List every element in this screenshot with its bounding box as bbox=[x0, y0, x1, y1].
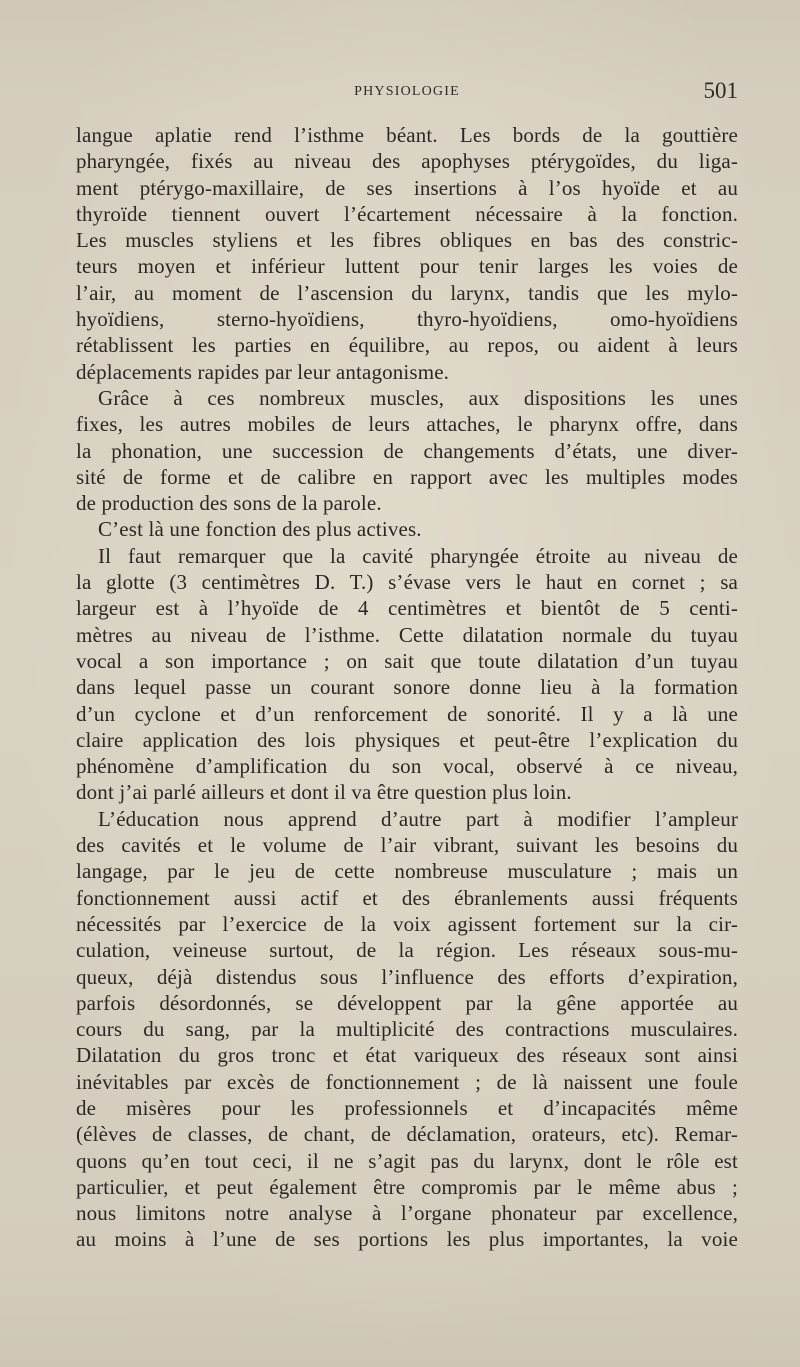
text-line: queux, déjà distendus sous l’influence des efforts d’expiration, bbox=[76, 964, 738, 989]
text-line: la phonation, une succession de changements d’états, une diver- bbox=[76, 438, 738, 463]
text-line: au moins à l’une de ses portions les plus importantes, la voie bbox=[76, 1227, 738, 1252]
text-line: vocal a son importance ; on sait que toute dilatation d’un tuyau bbox=[76, 648, 738, 673]
page-number: 501 bbox=[703, 78, 738, 103]
text-line: (élèves de classes, de chant, de déclamation, orateurs, etc). Remar- bbox=[76, 1122, 738, 1147]
text-line: fixes, les autres mobiles de leurs attaches, le pharynx offre, dans bbox=[76, 412, 738, 437]
text-line: Les muscles styliens et les fibres obliques en bas des constric- bbox=[76, 228, 738, 253]
text-line: pharyngée, fixés au niveau des apophyses ptérygoïdes, du liga- bbox=[76, 149, 738, 174]
text-line: culation, veineuse surtout, de la région. Les réseaux sous-mu- bbox=[76, 938, 738, 963]
body-text bbox=[76, 122, 738, 1253]
text-line: langue aplatie rend l’isthme béant. Les bords de la gouttière bbox=[76, 123, 738, 147]
paragraph-start-line: L’éducation nous apprend d’autre part à modifier l’ampleur bbox=[98, 806, 738, 831]
text-line: teurs moyen et inférieur luttent pour tenir larges les voies de bbox=[76, 254, 738, 279]
page-header bbox=[76, 78, 738, 108]
text-line: la glotte (3 centimètres D. T.) s’évase vers le haut en cornet ; sa bbox=[76, 570, 738, 595]
text-line: particulier, et peut également être compromis par le même abus ; bbox=[76, 1174, 738, 1199]
text-line: dans lequel passe un courant sonore donne lieu à la formation bbox=[76, 675, 738, 700]
text-line: largeur est à l’hyoïde de 4 centimètres et bientôt de 5 centi- bbox=[76, 596, 738, 621]
text-line: cours du sang, par la multiplicité des contractions musculaires. bbox=[76, 1017, 738, 1042]
text-line: parfois désordonnés, se développent par la gêne apportée au bbox=[76, 990, 738, 1015]
text-line: des cavités et le volume de l’air vibrant, suivant les besoins du bbox=[76, 833, 738, 858]
text-line: déplacements rapides par leur antagonisme. bbox=[76, 359, 450, 384]
text-line: de production des sons de la parole. bbox=[76, 491, 382, 516]
paragraph-start-line: Grâce à ces nombreux muscles, aux dispositions les unes bbox=[98, 385, 738, 410]
running-title: PHYSIOLOGIE bbox=[354, 84, 460, 99]
text-line: l’air, au moment de l’ascension du larynx, tandis que les mylo- bbox=[76, 280, 738, 305]
text-line: sité de forme et de calibre en rapport avec les multiples modes bbox=[76, 464, 738, 489]
text-line: mètres au niveau de l’isthme. Cette dilatation normale du tuyau bbox=[76, 622, 738, 647]
text-line: claire application des lois physiques et peut-être l’explication du bbox=[76, 727, 738, 752]
text-line: dont j’ai parlé ailleurs et dont il va être question plus loin. bbox=[76, 780, 572, 805]
text-line: fonctionnement aussi actif et des ébranlements aussi fréquents bbox=[76, 885, 738, 910]
text-line: Dilatation du gros tronc et état variqueux des réseaux sont ainsi bbox=[76, 1043, 738, 1068]
text-line: thyroïde tiennent ouvert l’écartement nécessaire à la fonction. bbox=[76, 201, 738, 226]
text-line: de misères pour les professionnels et d’incapacités même bbox=[76, 1095, 738, 1120]
text-line: rétablissent les parties en équilibre, au repos, ou aident à leurs bbox=[76, 333, 738, 358]
text-line: quons qu’en tout ceci, il ne s’agit pas du larynx, dont le rôle est bbox=[76, 1148, 738, 1173]
text-line: d’un cyclone et d’un renforcement de sonorité. Il y a là une bbox=[76, 701, 738, 726]
paragraph-start-line: Il faut remarquer que la cavité pharyngée étroite au niveau de bbox=[98, 543, 738, 568]
text-line: phénomène d’amplification du son vocal, observé à ce niveau, bbox=[76, 754, 738, 779]
text-line: langage, par le jeu de cette nombreuse musculature ; mais un bbox=[76, 859, 738, 884]
text-line: nous limitons notre analyse à l’organe phonateur par excellence, bbox=[76, 1201, 738, 1226]
text-line: nécessités par l’exercice de la voix agissent fortement sur la cir- bbox=[76, 911, 738, 936]
text-line: inévitables par excès de fonctionnement ; de là naissent une foule bbox=[76, 1069, 738, 1094]
text-line: hyoïdiens, sterno-hyoïdiens, thyro-hyoïdiens, omo-hyoïdiens bbox=[76, 307, 738, 332]
text-line: ment ptérygo-maxillaire, de ses insertions à l’os hyoïde et au bbox=[76, 175, 738, 200]
paragraph-start-line: C’est là une fonction des plus actives. bbox=[98, 517, 422, 542]
